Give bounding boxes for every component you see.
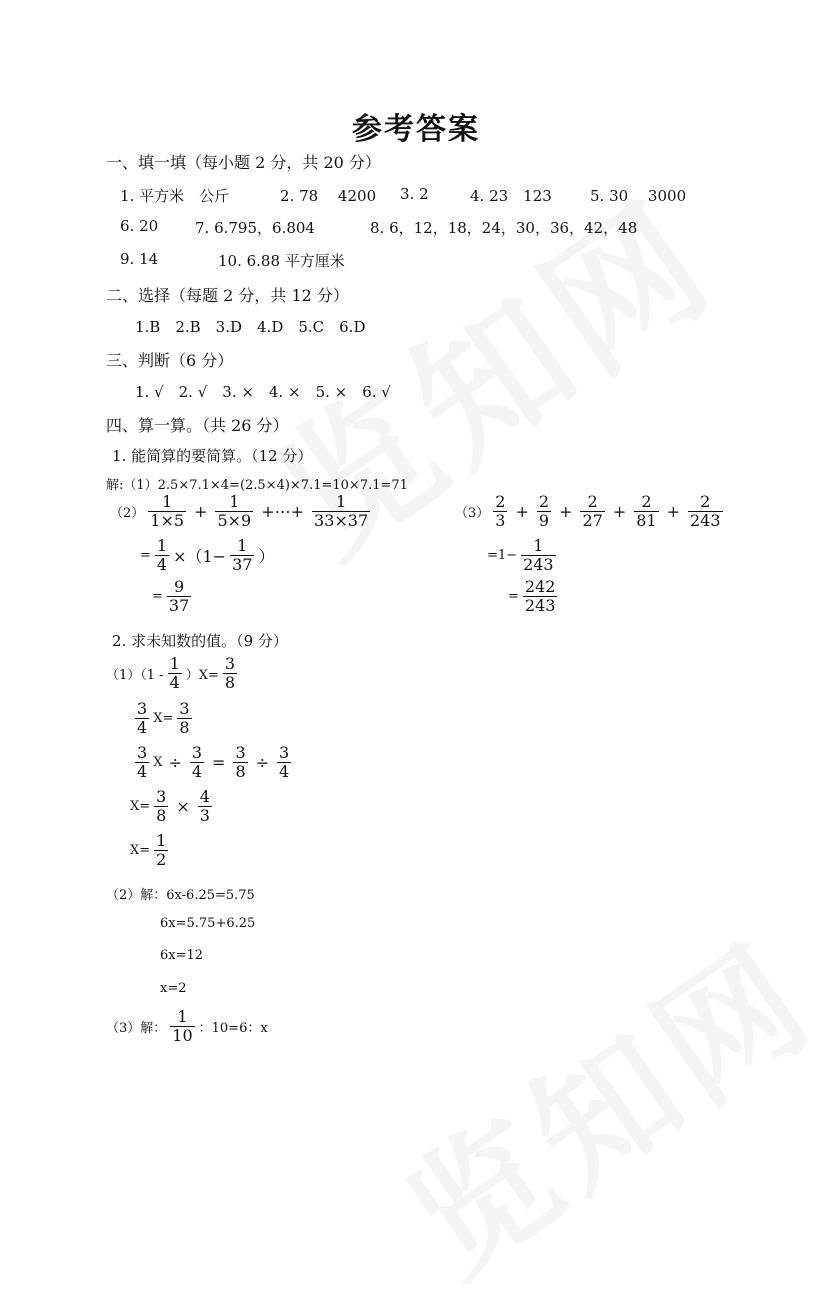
- equation-2-line-1: （2）解：6x-6.25=5.75: [106, 888, 255, 903]
- problem-2-step-1: = $\frac{1}{4}$ ×（1− $\frac{1}{37}$ ）: [140, 536, 275, 574]
- answer-5: 5. 30 3000: [590, 187, 687, 205]
- fraction: $\frac{2}{9}$: [538, 492, 550, 530]
- section-heading-1: 一、填一填（每小题 2 分，共 20 分）: [106, 153, 381, 172]
- problem-2-step-2: = $\frac{9}{37}$: [152, 577, 190, 615]
- judge-answers: 1. √ 2. √ 3. × 4. × 5. × 6. √: [135, 383, 391, 401]
- answer-10: 10. 6.88 平方厘米: [218, 252, 345, 270]
- problem-3-step-2: = $\frac{242}{243}$: [508, 577, 556, 615]
- fraction: $\frac{3}{8}$: [235, 743, 246, 781]
- answer-4: 4. 23 123: [470, 187, 552, 205]
- equation-3-line-1: （3）解： $\frac{1}{10}$ ：10=6：x: [106, 1007, 268, 1045]
- fraction: $\frac{2}{3}$: [495, 492, 506, 530]
- fraction: $\frac{3}{8}$: [224, 654, 236, 692]
- fraction: $\frac{1}{2}$: [156, 831, 167, 869]
- fraction: $\frac{3}{8}$: [156, 787, 167, 825]
- fraction: $\frac{1}{10}$: [172, 1007, 193, 1045]
- problem-3-step-1: =1− $\frac{1}{243}$: [487, 536, 554, 574]
- answer-9: 9. 14: [120, 250, 159, 268]
- section-heading-2: 二、选择（每题 2 分，共 12 分）: [106, 286, 349, 305]
- equation-1-line-4: X= $\frac{3}{8}$ × $\frac{4}{3}$: [130, 787, 210, 825]
- question-1-heading: 1. 能简算的要简算。（12 分）: [112, 447, 313, 465]
- problem-3-expression: （3） $\frac{2}{3}$ + $\frac{2}{9}$ + $\frac{2}{27}$ + $\frac{2}{81}$ + $\frac{2}{243}$: [455, 492, 721, 530]
- fraction: $\frac{3}{8}$: [179, 699, 190, 737]
- fraction: $\frac{1}{243}$: [523, 536, 554, 574]
- fraction: $\frac{1}{4}$: [156, 536, 168, 574]
- solution-1-1: 解:（1）2.5×7.1×4=(2.5×4)×7.1=10×7.1=71: [106, 478, 408, 493]
- answer-6: 6. 20: [120, 217, 159, 235]
- equation-1-line-3: $\frac{3}{4}$ X ÷ $\frac{3}{4}$ = $\frac{3}{8}$ ÷ $\frac{3}{4}$: [137, 743, 290, 781]
- problem-2-expression: （2） $\frac{1}{1\times 5}$ + $\frac{1}{5\times 9}$ +⋯+ $\frac{1}{33\times 37}$: [110, 492, 369, 530]
- equation-2-line-4: x=2: [160, 981, 187, 996]
- fraction: $\frac{3}{4}$: [137, 743, 148, 781]
- equation-2-line-2: 6x=5.75+6.25: [160, 916, 256, 931]
- fraction: $\frac{1}{1\times 5}$: [150, 492, 185, 530]
- fraction: $\frac{2}{81}$: [636, 492, 657, 530]
- section-heading-3: 三、判断（6 分）: [106, 351, 234, 370]
- fraction: $\frac{1}{33\times 37}$: [314, 492, 369, 530]
- page-title: 参考答案: [352, 112, 480, 147]
- fraction: $\frac{3}{4}$: [191, 743, 203, 781]
- question-2-heading: 2. 求未知数的值。（9 分）: [112, 632, 288, 650]
- fraction: $\frac{9}{37}$: [168, 577, 190, 615]
- equation-1-line-1: （1）（1 - $\frac{1}{4}$ ）X= $\frac{3}{8}$: [106, 654, 236, 692]
- fraction: $\frac{3}{4}$: [137, 699, 148, 737]
- fraction: $\frac{2}{243}$: [690, 492, 721, 530]
- equation-2-line-3: 6x=12: [160, 948, 204, 963]
- fraction: $\frac{2}{27}$: [582, 492, 603, 530]
- answer-7: 7. 6.795，6.804: [195, 219, 315, 237]
- equation-1-line-5: X= $\frac{1}{2}$: [130, 831, 167, 869]
- equation-1-line-2: $\frac{3}{4}$ X= $\frac{3}{8}$: [137, 699, 190, 737]
- answer-3: 3. 2: [400, 185, 429, 203]
- answer-8: 8. 6，12，18，24，30，36，42，48: [370, 219, 638, 237]
- answer-2: 2. 78 4200: [280, 187, 377, 205]
- fraction: $\frac{242}{243}$: [524, 577, 556, 615]
- watermark: [363, 889, 830, 1312]
- choice-answers: 1.B 2.B 3.D 4.D 5.C 6.D: [135, 318, 366, 336]
- section-heading-4: 四、算一算。（共 26 分）: [106, 416, 289, 435]
- fraction: $\frac{3}{4}$: [279, 743, 290, 781]
- fraction: $\frac{1}{5\times 9}$: [217, 492, 252, 530]
- answer-1: 1. 平方米 公斤: [120, 187, 230, 205]
- fraction: $\frac{1}{4}$: [169, 654, 180, 692]
- fraction: $\frac{4}{3}$: [199, 787, 210, 825]
- fraction: $\frac{1}{37}$: [232, 536, 253, 574]
